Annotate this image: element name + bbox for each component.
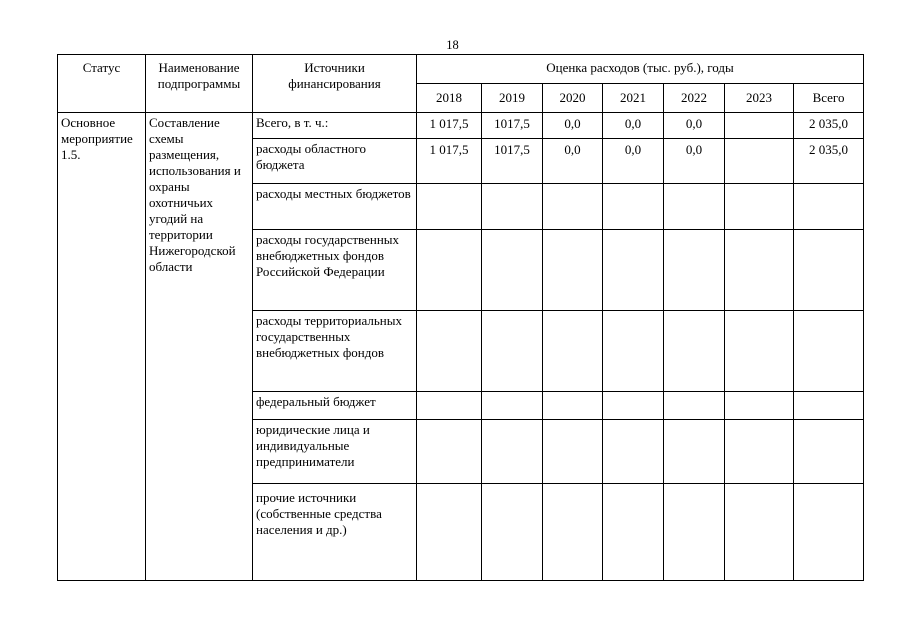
value-cell: [725, 230, 794, 311]
value-cell: [417, 184, 482, 230]
value-cell: [482, 184, 543, 230]
header-year: 2023: [725, 84, 794, 113]
value-cell: [603, 230, 664, 311]
source-cell: Всего, в т. ч.:: [253, 113, 417, 139]
total-cell: [794, 392, 864, 420]
header-sources: Источники финансирования: [253, 55, 417, 113]
value-cell: [543, 484, 603, 581]
value-cell: 1 017,5: [417, 113, 482, 139]
value-cell: 0,0: [543, 139, 603, 184]
total-cell: [794, 311, 864, 392]
value-cell: 1017,5: [482, 113, 543, 139]
value-cell: [482, 420, 543, 484]
value-cell: [543, 184, 603, 230]
value-cell: [725, 420, 794, 484]
source-cell: расходы территориальных государственных внебюджетных фондов: [253, 311, 417, 392]
total-cell: [794, 484, 864, 581]
value-cell: [725, 184, 794, 230]
header-year: 2018: [417, 84, 482, 113]
value-cell: 1017,5: [482, 139, 543, 184]
source-cell: расходы местных бюджетов: [253, 184, 417, 230]
header-status: Статус: [58, 55, 146, 113]
value-cell: [417, 230, 482, 311]
value-cell: 0,0: [603, 139, 664, 184]
value-cell: [603, 484, 664, 581]
expenditure-table: [57, 54, 864, 581]
header-costs: Оценка расходов (тыс. руб.), годы: [417, 55, 864, 84]
value-cell: 0,0: [664, 139, 725, 184]
value-cell: [417, 484, 482, 581]
header-year: 2020: [543, 84, 603, 113]
value-cell: [543, 392, 603, 420]
value-cell: [543, 311, 603, 392]
value-cell: [725, 311, 794, 392]
source-cell: расходы областного бюджета: [253, 139, 417, 184]
value-cell: [417, 392, 482, 420]
value-cell: [725, 139, 794, 184]
header-total: Всего: [794, 84, 864, 113]
value-cell: [664, 230, 725, 311]
value-cell: [664, 420, 725, 484]
source-cell: федеральный бюджет: [253, 392, 417, 420]
header-subprogram: Наименование подпрограммы: [146, 55, 253, 113]
source-cell: расходы государственных внебюджетных фондов Российской Федерации: [253, 230, 417, 311]
status-cell: Основное мероприятие 1.5.: [58, 113, 146, 581]
header-year: 2022: [664, 84, 725, 113]
value-cell: [543, 230, 603, 311]
header-year: 2019: [482, 84, 543, 113]
value-cell: [725, 392, 794, 420]
value-cell: [664, 184, 725, 230]
value-cell: [725, 113, 794, 139]
value-cell: [417, 311, 482, 392]
value-cell: [664, 311, 725, 392]
total-cell: [794, 420, 864, 484]
value-cell: [543, 420, 603, 484]
total-cell: 2 035,0: [794, 113, 864, 139]
value-cell: [603, 420, 664, 484]
value-cell: 0,0: [603, 113, 664, 139]
value-cell: [482, 392, 543, 420]
value-cell: [482, 230, 543, 311]
value-cell: [603, 311, 664, 392]
value-cell: [664, 392, 725, 420]
value-cell: [603, 392, 664, 420]
value-cell: 1 017,5: [417, 139, 482, 184]
table-row: [58, 113, 864, 139]
total-cell: [794, 230, 864, 311]
header-year: 2021: [603, 84, 664, 113]
value-cell: [725, 484, 794, 581]
source-cell: юридические лица и индивидуальные предприниматели: [253, 420, 417, 484]
page-number: 18: [446, 38, 459, 52]
value-cell: [664, 484, 725, 581]
value-cell: [482, 311, 543, 392]
subprogram-cell: Составление схемы размещения, использования и охраны охотничьих угодий на территории Нижегородской области: [146, 113, 253, 581]
value-cell: 0,0: [664, 113, 725, 139]
value-cell: [603, 184, 664, 230]
total-cell: 2 035,0: [794, 139, 864, 184]
value-cell: 0,0: [543, 113, 603, 139]
source-cell: прочие источники (собственные средства населения и др.): [253, 484, 417, 581]
total-cell: [794, 184, 864, 230]
value-cell: [417, 420, 482, 484]
value-cell: [482, 484, 543, 581]
